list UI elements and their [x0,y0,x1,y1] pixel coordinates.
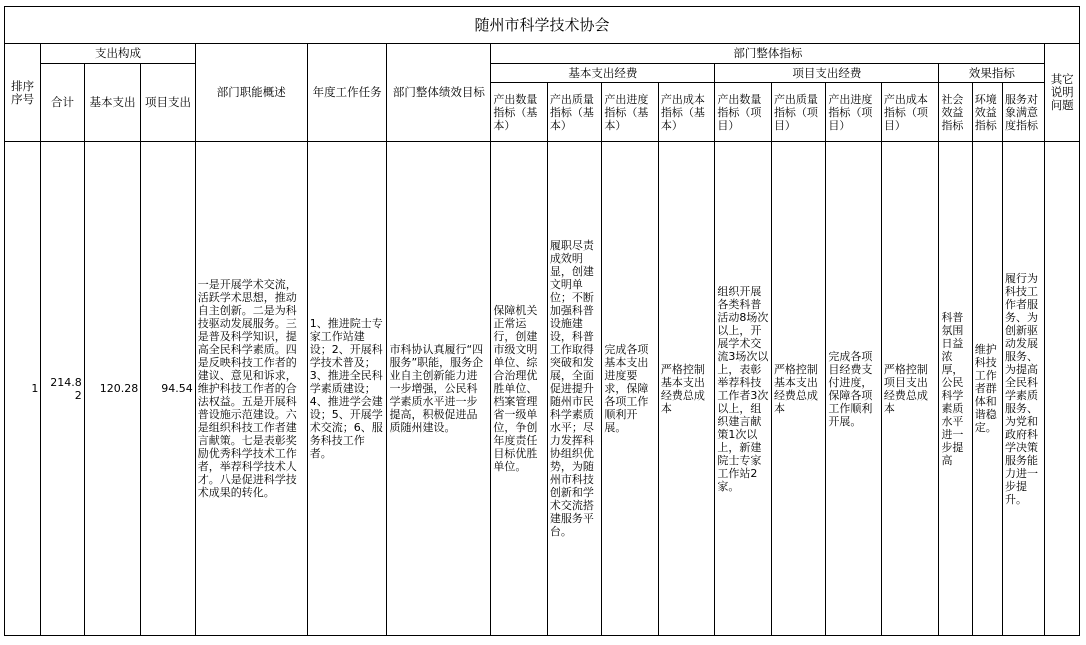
cell-p-quality: 严格控制基本支出经费总成本 [771,142,825,636]
cell-total: 214.82 [41,142,84,636]
header-basic-funds: 基本支出经费 [491,64,715,83]
table-row [5,142,1080,636]
header-project: 项目支出 [141,64,195,142]
cell-annual-tasks: 1、推进院士专家工作站建设；2、开展科学技术普及；3、推进全民科学素质建设；4、推进学会建设；5、开展学术交流；6、服务科技工作者。 [307,142,387,636]
cell-satisfaction: 履行为科技工作者服务、为创新驱动发展服务、为提高全民科学素质服务、为党和政府科学决策服务能力进一步提升。 [1003,142,1045,636]
cell-basic: 120.28 [84,142,141,636]
cell-b-quality: 履职尽责成效明显，创建文明单位；不断加强科普设施建设，科普工作取得突破和发展，全面促进提升随州市民科学素质水平；尽力发挥科协组织优势，为随州市科技创新和学术交流搭建服务平台。 [547,142,601,636]
cell-social: 科普氛围日益浓厚，公民科学素质水平进一步提高 [939,142,972,636]
header-satisfaction: 服务对象满意度指标 [1003,83,1045,142]
cell-seq: 1 [5,142,41,636]
header-social: 社会效益指标 [939,83,972,142]
header-indicators: 部门整体指标 [491,44,1045,64]
header-expense-group: 支出构成 [41,44,195,64]
cell-b-qty: 保障机关正常运行，创建市级文明单位、综合治理优胜单位、档案管理省一级单位，争创年度责任目标优胜单位。 [491,142,548,636]
header-b-quality: 产出质量指标（基本） [547,83,601,142]
header-effect: 效果指标 [939,64,1045,83]
header-env: 环境效益指标 [972,83,1002,142]
cell-p-cost: 严格控制项目支出经费总成本 [881,142,939,636]
cell-project: 94.54 [141,142,195,636]
header-seq: 排序序号 [5,44,41,142]
header-p-qty: 产出数量指标（项目） [715,83,772,142]
header-project-funds: 项目支出经费 [715,64,939,83]
header-basic: 基本支出 [84,64,141,142]
header-overall-goal: 部门整体绩效目标 [387,44,491,142]
header-b-qty: 产出数量指标（基本） [491,83,548,142]
header-p-quality: 产出质量指标（项目） [771,83,825,142]
header-p-cost: 产出成本指标（项目） [881,83,939,142]
cell-notes [1045,142,1080,636]
header-b-cost: 产出成本指标（基本） [658,83,715,142]
cell-b-cost: 严格控制基本支出经费总成本 [658,142,715,636]
header-notes: 其它说明问题 [1045,44,1080,142]
cell-env: 维护科技工作者群体和谐稳定。 [972,142,1002,636]
cell-duties: 一是开展学术交流，活跃学术思想，推动自主创新。二是为科技驱动发展服务。三是普及科学知识，提高全民科学素质。四是反映科技工作者的建议、意见和诉求，维护科技工作者的合法权益。五是开展科普设施示范建设。六是组织科技工作者建言献策。七是表彰奖励优秀科学技术工作者，举荐科学技术人才。八是促进科学技术成果的转化。 [195,142,307,636]
header-total: 合计 [41,64,84,142]
table-title: 随州市科学技术协会 [5,7,1080,44]
header-p-progress: 产出进度指标（项目） [826,83,882,142]
header-b-progress: 产出进度指标（基本） [602,83,659,142]
cell-p-progress: 完成各项目经费支付进度，保障各项工作顺利开展。 [826,142,882,636]
header-duties: 部门职能概述 [195,44,307,142]
performance-table [4,6,1080,636]
cell-overall-goal: 市科协认真履行“四服务”职能，服务企业自主创新能力进一步增强，公民科学素质水平进一步提高，积极促进品质随州建设。 [387,142,491,636]
cell-p-qty: 组织开展各类科普活动8场次以上，开展学术交流3场次以上，表彰举荐科技工作者3次以上，组织建言献策1次以上，新建院士专家工作站2家。 [715,142,772,636]
cell-b-progress: 完成各项基本支出进度要求，保障各项工作顺利开展。 [602,142,659,636]
header-annual-tasks: 年度工作任务 [307,44,387,142]
